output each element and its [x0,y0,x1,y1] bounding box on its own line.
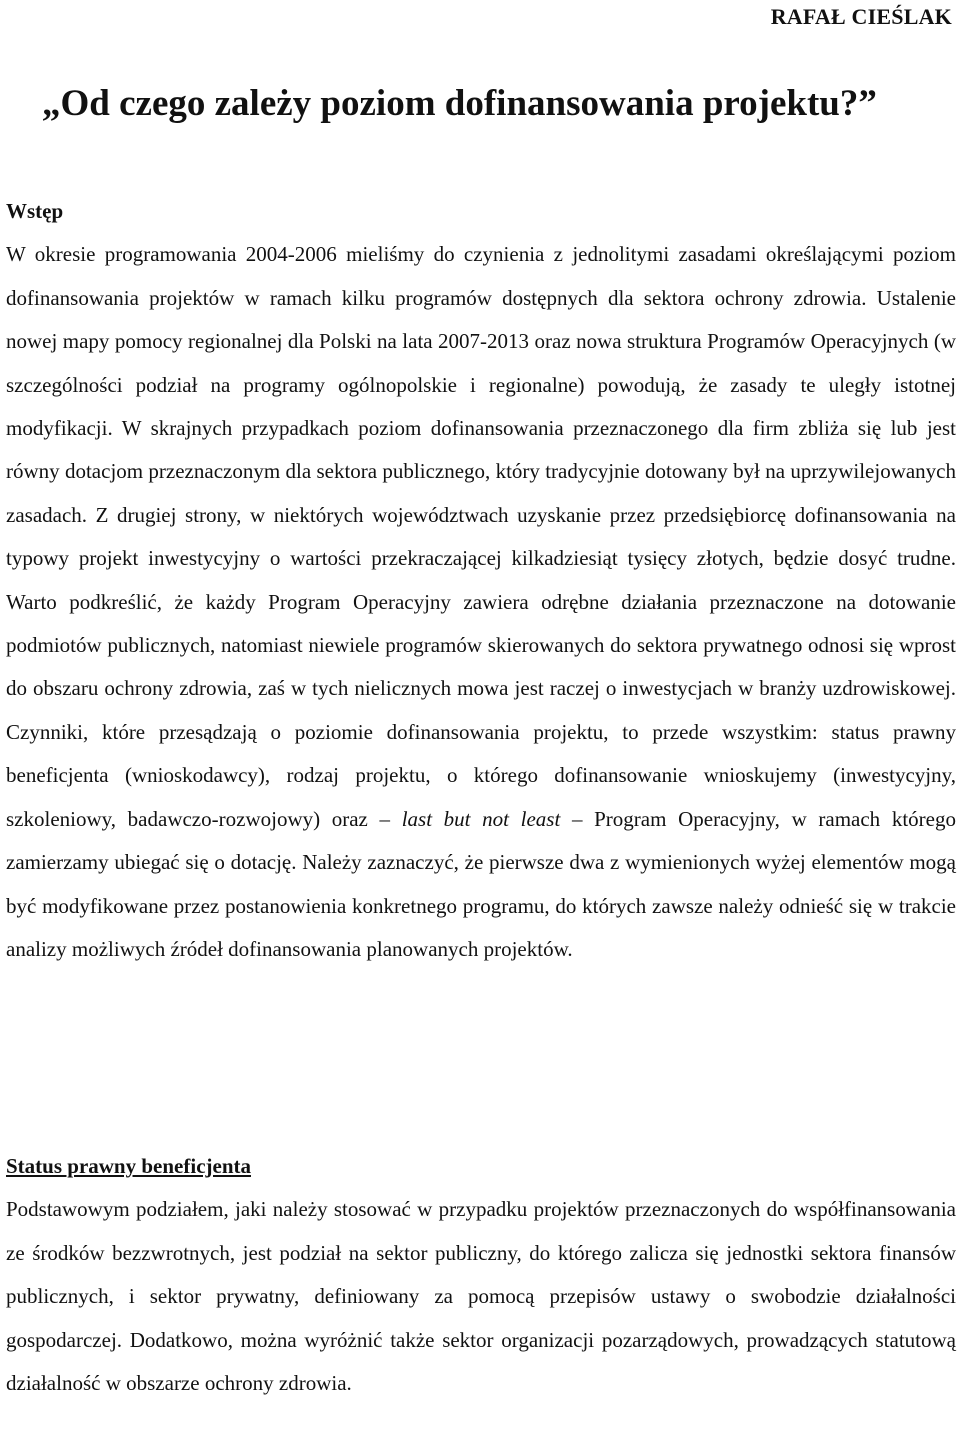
intro-text-part-2: – Program Operacyjny, w ramach którego zamierzamy ubiegać się o dotację. Należy zaznaczyć, że pierwsze dwa z wymienionych wyżej elementów mogą być modyfikowane przez postanowienia konkretnego programu, do których zawsze należy odnieść się w trakcie analizy możliwych źródeł dofinansowania planowanych projektów. [6,806,956,961]
status-heading: Status prawny beneficjenta [6,1154,251,1178]
document-title: „Od czego zależy poziom dofinansowania projektu?” [42,83,877,124]
status-section [6,1145,956,1405]
intro-section [6,190,956,971]
author-name: RAFAŁ CIEŚLAK [770,4,952,29]
intro-heading: Wstęp [6,199,64,223]
intro-text-part-1: W okresie programowania 2004-2006 mieliśmy do czynienia z jednolitymi zasadami określającymi poziom dofinansowania projektów w ramach kilku programów dostępnych dla sektora ochrony zdrowia. Ustalenie nowej mapy pomocy regionalnej dla Polski na lata 2007-2013 oraz nowa struktura Programów Operacyjnych (w szczególności podział na programy ogólnopolskie i regionalne) powodują, że zasady te uległy istotnej modyfikacji. W skrajnych przypadkach poziom dofinansowania przeznaczonego dla firm zbliża się lub jest równy dotacjom przeznaczonym dla sektora publicznego, który tradycyjnie dotowany był na uprzywilejowanych zasadach. Z drugiej strony, w niektórych województwach uzyskanie przez przedsiębiorcę dofinansowania na typowy projekt inwestycyjny o wartości przekraczającej kilkadziesiąt tysięcy złotych, będzie dosyć trudne. Warto podkreślić, że każdy Program Operacyjny zawiera odrębne działania przeznaczone na dotowanie podmiotów publicznych, natomiast niewiele programów skierowanych do sektora prywatnego odnosi się wprost do obszaru ochrony zdrowia, zaś w tych nielicznych mowa jest raczej o inwestycjach w branży uzdrowiskowej. Czynniki, które przesądzają o poziomie dofinansowania projektu, to przede wszystkim: status prawny beneficjenta (wnioskodawcy), rodzaj projektu, o którego dofinansowanie wnioskujemy (inwestycyjny, szkoleniowy, badawczo-rozwojowy) oraz – [6,242,956,831]
intro-italic-phrase: last but not least [401,806,561,831]
status-paragraph: Podstawowym podziałem, jaki należy stosować w przypadku projektów przeznaczonych do współfinansowania ze środków bezzwrotnych, jest podział na sektor publiczny, do którego zalicza się jednostki sektora finansów publicznych, i sektor prywatny, definiowany za pomocą przepisów ustawy o swobodzie działalności gospodarczej. Dodatkowo, można wyróżnić także sektor organizacji pozarządowych, prowadzących statutową działalność w obszarze ochrony zdrowia. [6,1197,956,1396]
intro-paragraph [6,233,956,971]
